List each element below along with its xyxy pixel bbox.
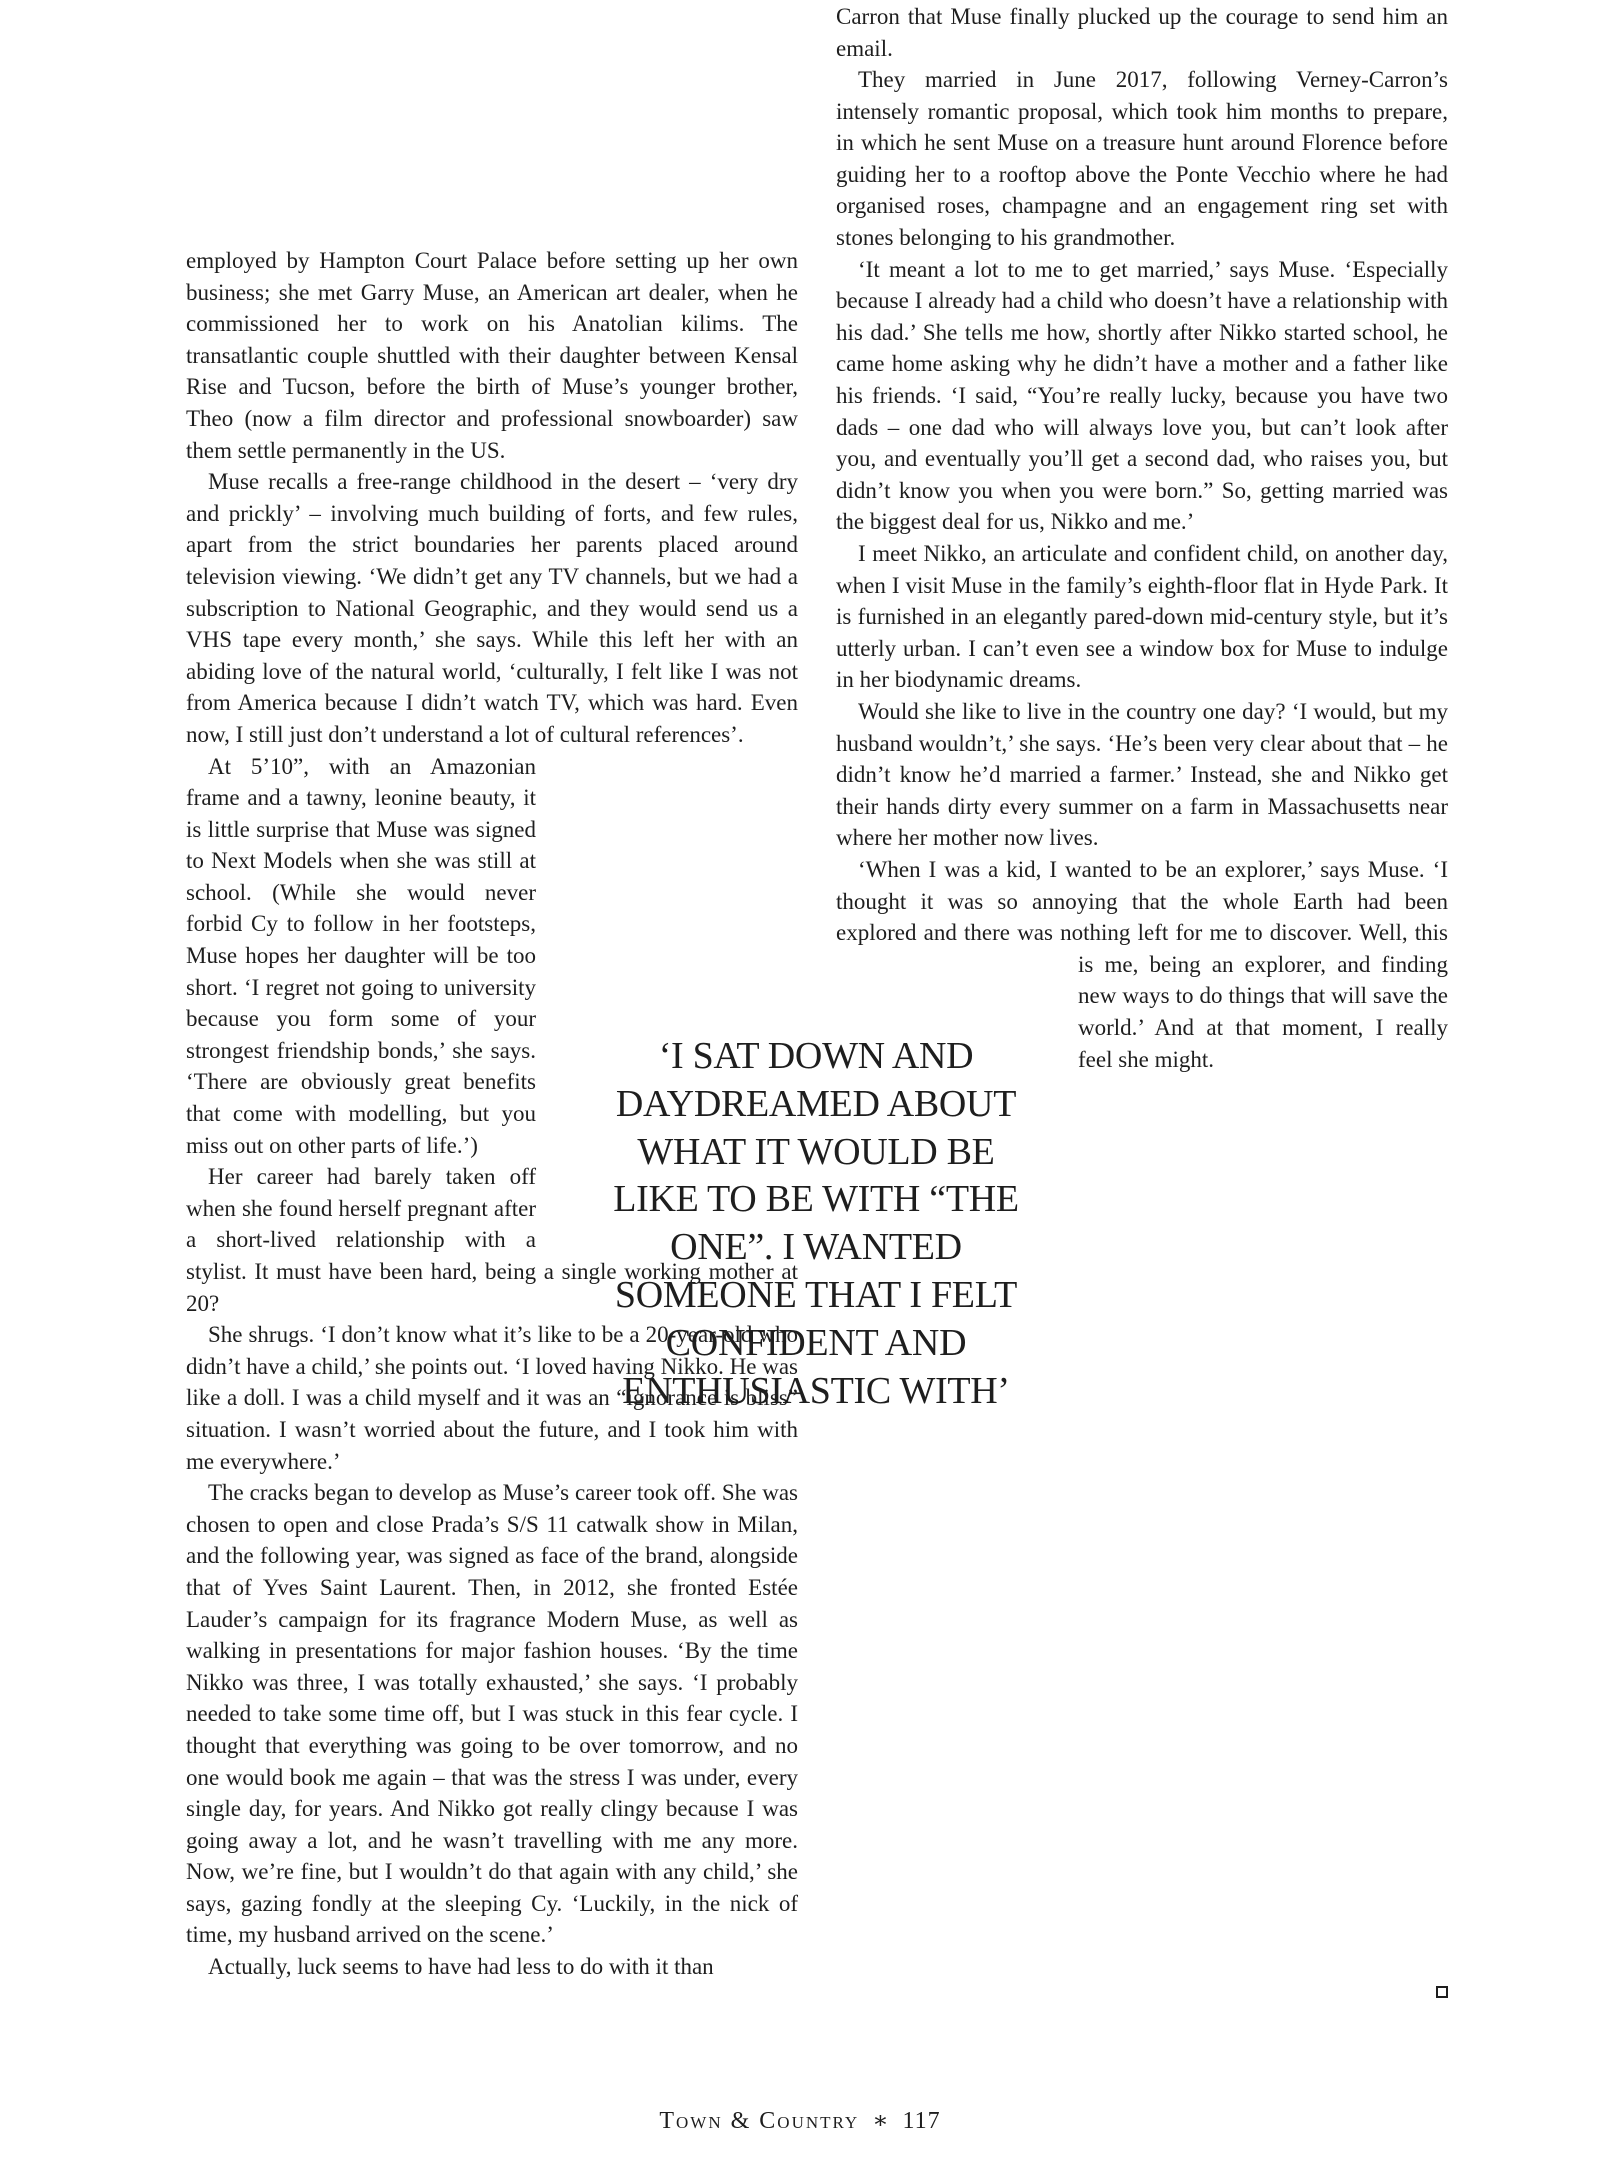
page-number: 117 [902, 2108, 941, 2134]
paragraph: I meet Nikko, an articulate and confident child, on another day, when I visit Muse in the family’s eighth-floor flat in Hyde Park. It is furnished in an elegantly pared-down mid-century style, but it’s utterly urban. I can’t even see a window box for Muse to indulge in her biodynamic dreams. [836, 541, 1448, 693]
magazine-name: Town & Country [659, 2108, 860, 2134]
paragraph: employed by Hampton Court Palace before setting up her own business; she met Garry Muse, an American art dealer, when he commissioned her to work on his Anatolian kilims. The transatlantic couple shuttled with their daughter between Kensal Rise and Tucson, before the birth of Muse’s younger brother, Theo (now a film director and professional snowboarder) saw them settle permanently in the US. [186, 248, 798, 463]
paragraph: At 5’10”, with an Amazonian frame and a tawny, leonine beauty, it is little surprise that Muse was signed to Next Models when she was still at school. (While she would never forbid Cy to follow in her footsteps, Muse hopes her daughter will be too short. ‘I regret not going to university because you form some of your strongest friendship bonds,’ she says. ‘There are obviously great benefits that come with modelling, but you miss out on other parts of life.’) [186, 753, 536, 1158]
paragraph: ‘When I was a kid, I wanted to be an explorer,’ says Muse. ‘I thought it was so annoying that the whole Earth had been explored and there was nothing left for me to discover. Well, this is me, being an explorer, and finding new ways to do things that will save the world.’ And at that moment, I really feel she might. [836, 856, 1448, 1072]
paragraph: Muse recalls a free-range childhood in the desert – ‘very dry and prickly’ – involving much building of forts, and few rules, apart from the strict boundaries her parents placed around television viewing. ‘We didn’t get any TV channels, but we had a subscription to National Geographic, and they would send us a VHS tape every month,’ she says. While this left her with an abiding love of the natural world, ‘culturally, I felt like I was not from America because I didn’t watch TV, which was hard. Even now, I still just don’t understand a lot of cultural references’. [186, 469, 798, 747]
page-footer [0, 2106, 1600, 2135]
paragraph: Carron that Muse finally plucked up the courage to send him an email. [836, 3, 1448, 61]
pull-quote: ‘I SAT DOWN AND DAYDREAMED ABOUT WHAT IT WOULD BE LIKE TO BE WITH “THE ONE”. I WANTED SOMEONE THAT I FELT CONFIDENT AND ENTHUSIASTIC WITH’ [613, 1035, 1019, 1412]
paragraph: ‘It meant a lot to me to get married,’ says Muse. ‘Especially because I already had a child who doesn’t have a relationship with his dad.’ She tells me how, shortly after Nikko started school, he came home asking why he didn’t have a mother and a father like his friends. ‘I said, “You’re really lucky, because you have two dads – one dad who will always love you, but can’t look after you, and eventually you’ll get a second dad, who raises you, but didn’t know you when you were born.” So, getting married was the biggest deal for us, Nikko and me.’ [836, 256, 1448, 535]
paragraph: Actually, luck seems to have had less to do with it than [208, 1954, 714, 1980]
paragraph: The cracks began to develop as Muse’s career took off. She was chosen to open and close Prada’s S/S 11 catwalk show in Milan, and the following year, was signed as face of the brand, alongside that of Yves Saint Laurent. Then, in 2012, she fronted Estée Lauder’s campaign for its fragrance Modern Muse, as well as walking in presentations for major fashion houses. ‘By the time Nikko was three, I was totally exhausted,’ she says. ‘I probably needed to take some time off, but I was stuck in this fear cycle. I thought that everything was going to be over tomorrow, and no one would book me again – that was the stress I was under, every single day, for years. And Nikko got really clingy because I was going away a lot, and he wasn’t travelling with me any more. Now, we’re fine, but I wouldn’t do that again with any child,’ she says, gazing fondly at the sleeping Cy. ‘Luckily, in the nick of time, my husband arrived on the scene.’ [186, 1480, 798, 1948]
footer-separator: ∗ [872, 2108, 890, 2134]
paragraph: They married in June 2017, following Verney-Carron’s intensely romantic proposal, which took him months to prepare, in which he sent Muse on a treasure hunt around Florence before guiding her to a rooftop above the Ponte Vecchio where he had organised roses, champagne and an engagement ring set with stones belonging to his grandmother. [836, 67, 1448, 251]
paragraph: Her career had barely taken off when she found herself pregnant after a short-lived relationship with a stylist. It must have been hard, being a single working mother at 20? [186, 1164, 798, 1316]
paragraph: Would she like to live in the country one day? ‘I would, but my husband wouldn’t,’ she says. ‘He’s been very clear about that – he didn’t know he’d married a farmer.’ Instead, she and Nikko get their hands dirty every summer on a farm in Massachusetts near where her mother now lives. [836, 698, 1448, 851]
end-of-article-square-icon [1436, 1986, 1448, 1998]
paragraph: She shrugs. ‘I don’t know what it’s like to be a 20-year-old who didn’t have a child,’ she points out. ‘I loved having Nikko. He was like a doll. I was a child myself and it was an “ignorance is bliss” situation. I wasn’t worried about the future, and I took him with me everywhere.’ [186, 1322, 798, 1474]
